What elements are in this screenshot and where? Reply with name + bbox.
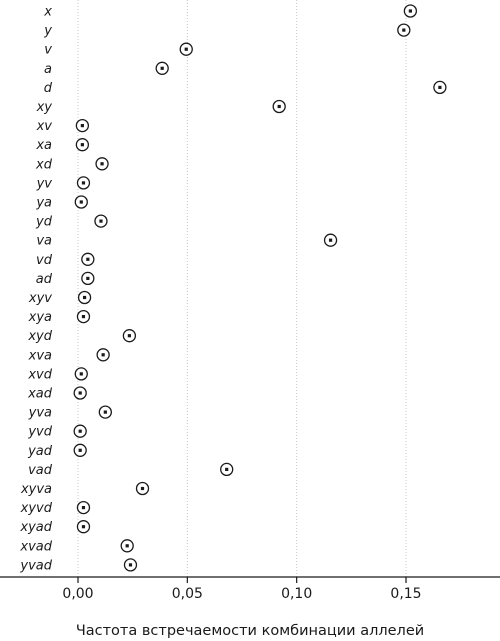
category-label-xya: xya	[28, 310, 52, 326]
category-label-v: v	[44, 42, 52, 58]
data-point-core-xvad	[126, 544, 129, 547]
x-tick-label-2: 0,10	[281, 586, 313, 602]
data-point-xyva	[137, 483, 149, 495]
data-point-vad	[221, 463, 233, 475]
data-point-xa	[76, 139, 88, 151]
data-point-x	[404, 5, 416, 17]
category-label-yv: yv	[36, 176, 52, 192]
category-label-xyva: xyva	[20, 482, 52, 497]
category-label-xyd: xyd	[28, 329, 52, 345]
category-label-yad: yad	[28, 443, 52, 459]
data-point-xya	[77, 311, 89, 323]
grid-lines	[78, 0, 406, 577]
category-label-xvd: xvd	[28, 367, 52, 383]
data-point-core-xyva	[141, 487, 144, 490]
category-label-xyv: xyv	[28, 291, 52, 306]
data-point-vd	[82, 253, 94, 265]
category-label-va: va	[36, 233, 52, 249]
data-point-core-xy	[278, 105, 281, 108]
category-label-xa: xa	[36, 138, 52, 154]
data-point-yv	[77, 177, 89, 189]
data-point-core-ad	[86, 277, 89, 280]
data-point-xyd	[123, 330, 135, 342]
data-point-xad	[74, 387, 86, 399]
data-point-yva	[99, 406, 111, 418]
data-point-core-xyv	[83, 296, 86, 299]
category-label-xyad: xyad	[20, 520, 52, 536]
category-label-yva: yva	[28, 405, 52, 421]
data-point-a	[156, 62, 168, 74]
data-point-yvad	[124, 559, 136, 571]
data-point-core-vad	[225, 468, 228, 471]
data-point-core-yd	[99, 220, 102, 223]
category-label-xv: xv	[36, 119, 52, 135]
x-ticks	[62, 577, 421, 602]
data-point-xy	[273, 101, 285, 113]
data-point-core-vd	[86, 258, 89, 261]
category-label-x: x	[44, 4, 52, 20]
category-label-yd: yd	[36, 214, 52, 230]
data-point-core-d	[438, 86, 441, 89]
data-point-yad	[74, 444, 86, 456]
data-point-xyad	[77, 521, 89, 533]
data-point-xva	[97, 349, 109, 361]
data-point-core-xv	[81, 124, 84, 127]
data-point-core-xd	[100, 162, 103, 165]
data-point-core-yvad	[129, 563, 132, 566]
data-point-core-va	[329, 239, 332, 242]
data-point-v	[180, 43, 192, 55]
category-label-xy: xy	[36, 100, 52, 115]
data-point-xvad	[121, 540, 133, 552]
category-label-yvad: yvad	[20, 558, 52, 574]
data-point-core-yvd	[79, 430, 82, 433]
x-axis-title: Частота встречаемости комбинации аллелей	[75, 623, 425, 639]
data-point-core-xvd	[80, 372, 83, 375]
data-point-core-v	[185, 48, 188, 51]
x-tick-label-3: 0,15	[390, 586, 422, 602]
data-point-core-xad	[79, 391, 82, 394]
data-point-yd	[95, 215, 107, 227]
data-point-core-xyvd	[82, 506, 85, 509]
category-labels	[19, 5, 52, 574]
data-point-xv	[76, 120, 88, 132]
data-point-yvd	[74, 425, 86, 437]
category-label-xyvd: xyvd	[20, 501, 52, 517]
data-point-core-x	[409, 9, 412, 12]
data-point-core-xa	[81, 143, 84, 146]
data-point-core-a	[161, 67, 164, 70]
data-point-core-xyd	[128, 334, 131, 337]
data-point-va	[325, 234, 337, 246]
data-point-ad	[82, 272, 94, 284]
data-point-core-y	[402, 29, 405, 32]
category-label-y: y	[44, 23, 52, 39]
x-tick-label-0: 0,00	[62, 586, 94, 602]
x-tick-label-1: 0,05	[171, 586, 203, 602]
data-point-core-yv	[82, 181, 85, 184]
data-point-xyv	[79, 292, 91, 304]
category-label-d: d	[43, 80, 52, 96]
data-point-y	[398, 24, 410, 36]
category-label-xad: xad	[28, 386, 52, 402]
data-point-core-ya	[80, 200, 83, 203]
data-point-xd	[96, 158, 108, 170]
data-point-core-xyad	[82, 525, 85, 528]
data-point-core-yva	[104, 411, 107, 414]
category-label-xvad: xvad	[20, 539, 52, 555]
data-point-d	[434, 81, 446, 93]
category-label-ya: ya	[36, 195, 52, 211]
category-label-a: a	[44, 61, 52, 77]
category-label-xd: xd	[36, 157, 52, 173]
category-label-vad: vad	[28, 462, 52, 478]
category-label-ad: ad	[35, 271, 52, 287]
category-label-xva: xva	[28, 348, 52, 364]
data-point-xyvd	[77, 502, 89, 514]
category-label-vd: vd	[36, 252, 52, 268]
data-point-core-yad	[79, 449, 82, 452]
category-label-yvd: yvd	[28, 424, 52, 440]
data-points	[74, 5, 446, 571]
data-point-ya	[75, 196, 87, 208]
data-point-core-xva	[102, 353, 105, 356]
data-point-xvd	[75, 368, 87, 380]
data-point-core-xya	[82, 315, 85, 318]
